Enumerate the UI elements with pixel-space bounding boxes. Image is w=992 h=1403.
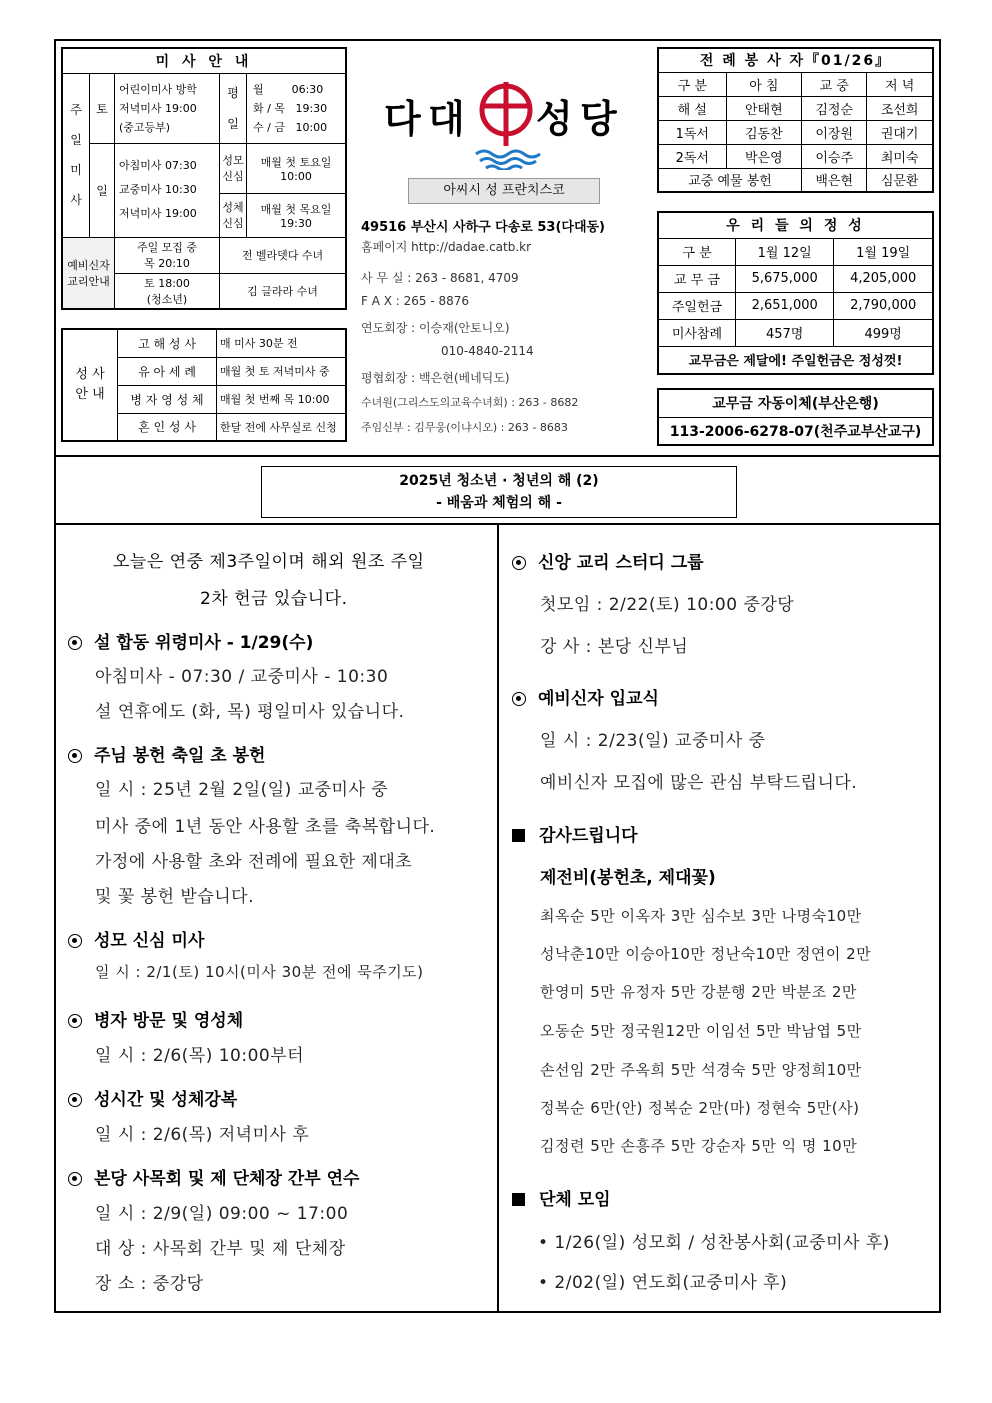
donor-line: 손선임 2만 주옥희 5만 석경숙 5만 양정희10만 xyxy=(540,1061,862,1079)
sacrament-name: 고 해 성 사 xyxy=(118,329,217,357)
table-row: 주일헌금 2,651,000 2,790,000 xyxy=(658,292,933,319)
servers-title: 전 례 봉 사 자『01/26』 xyxy=(658,48,933,72)
notice-title: 신앙 교리 스터디 그룹 xyxy=(512,548,704,573)
donor-line: 정복순 6만(안) 정복순 2만(마) 정현숙 5만(사) xyxy=(540,1099,860,1117)
patron-saint: 아씨시 성 프란치스코 xyxy=(408,178,600,204)
group-meeting: • 2/02(일) 연도회(교중미사 후) xyxy=(538,1273,788,1293)
sacrament-info: 매월 첫 토 저녁미사 중 xyxy=(217,357,347,385)
divider xyxy=(54,455,941,457)
bullet-icon xyxy=(68,934,82,948)
elder-phone: 010-4840-2114 xyxy=(441,344,534,358)
marian-time: 매월 첫 토요일 10:00 xyxy=(247,143,347,193)
intro-line: 오늘은 연중 제3주일이며 해외 원조 주일 xyxy=(113,552,425,572)
bullet-icon xyxy=(68,636,82,650)
donor-line: 성낙춘10만 이승아10만 정난숙10만 정연이 2만 xyxy=(540,945,872,963)
notice-title: 설 합동 위령미사 - 1/29(수) xyxy=(68,628,313,653)
table-row: 교중 예물 봉헌 백은현 심문환 xyxy=(658,168,933,192)
table-row: 교 무 금 5,675,000 4,205,000 xyxy=(658,265,933,292)
logo-char: 당 xyxy=(580,97,617,141)
lay-president: 평협회장 : 백은현(베네딕도) xyxy=(361,371,510,385)
catechumen-teacher2: 김 글라라 수녀 xyxy=(220,273,347,309)
convent: 수녀원(그리스도의교육수녀회) : 263 - 8682 xyxy=(361,396,579,409)
sacrament-info: 매월 첫 번째 목 10:00 xyxy=(217,385,347,413)
notice-title: 성모 신심 미사 xyxy=(68,926,204,951)
bullet-icon xyxy=(68,749,82,763)
cross-emblem-icon xyxy=(470,80,542,170)
catechumen-teacher1: 전 벨라뎃다 수녀 xyxy=(220,237,347,273)
sun-masses: 아침미사 07:30 교중미사 10:30 저녁미사 19:00 xyxy=(115,143,220,237)
table-row: 해 설 안태현 김정순 조선희 xyxy=(658,96,933,120)
autopay-title: 교무금 자동이체(부산은행) xyxy=(658,389,933,417)
notice-title: 예비신자 입교식 xyxy=(512,684,659,709)
mass-schedule-table xyxy=(61,47,347,310)
autopay-account: 113-2006-6278-07(천주교부산교구) xyxy=(658,417,933,445)
weekday-times: 월 06:30 화 / 목 19:30 수 / 금 10:00 xyxy=(247,73,347,143)
sacrament-info: 매 미사 30분 전 xyxy=(217,329,347,357)
finance-note: 교무금은 제달에! 주일헌금은 정성껏! xyxy=(658,346,933,374)
marian-label: 성모 신심 xyxy=(220,143,247,193)
mass-title: 미 사 안 내 xyxy=(62,48,346,73)
logo-char: 다 xyxy=(384,97,421,141)
bullet-icon xyxy=(68,1172,82,1186)
pastor: 주임신부 : 김무웅(이냐시오) : 263 - 8683 xyxy=(361,421,568,434)
square-bullet-icon xyxy=(512,829,525,842)
autopay-box xyxy=(657,388,934,446)
sunday-mass-label: 주 일 미 사 xyxy=(62,73,90,237)
eucharist-label: 성체 신심 xyxy=(220,193,247,237)
sat-masses: 어린이미사 방학 저녁미사 19:00 (중고등부) xyxy=(115,73,220,143)
finance-title: 우 리 들 의 정 성 xyxy=(658,212,933,238)
office-phone: 사 무 실 : 263 - 8681, 4709 xyxy=(361,271,519,285)
sacrament-name: 병 자 영 성 체 xyxy=(118,385,217,413)
section-title: 감사드립니다 xyxy=(512,821,638,846)
sun-label: 일 xyxy=(90,143,115,237)
logo-char: 대 xyxy=(428,97,465,141)
square-bullet-icon xyxy=(512,1193,525,1206)
donor-line: 최옥순 5만 이옥자 3만 심수보 3만 나명숙10만 xyxy=(540,907,862,925)
donor-line: 한영미 5만 유정자 5만 강분행 2만 박분조 2만 xyxy=(540,983,857,1001)
sacrament-name: 혼 인 성 사 xyxy=(118,413,217,441)
eucharist-time: 매월 첫 목요일 19:30 xyxy=(247,193,347,237)
logo-char: 성 xyxy=(536,97,573,141)
sacrament-name: 유 아 세 례 xyxy=(118,357,217,385)
finance-table: 우 리 들 의 정 성 구 분 1월 12일 1월 19일 교 무 금 5,675,000 4,205,000 주일헌금 2,651,000 2,790,000 미사참례 457명 499명 교무금은 제달에! 주일헌금은 정성껏! xyxy=(657,211,934,375)
sat-label: 토 xyxy=(90,73,115,143)
elder-president: 연도회장 : 이승재(안토니오) xyxy=(361,321,510,335)
sacrament-info: 한달 전에 사무실로 신청 xyxy=(217,413,347,441)
catechumen-label: 예비신자 교리안내 xyxy=(62,237,115,309)
bullet-icon xyxy=(512,556,526,570)
homepage-link[interactable]: 홈페이지 http://dadae.catb.kr xyxy=(361,240,532,254)
sacraments-table xyxy=(61,328,347,442)
table-row: 1독서 김동찬 이장원 권대기 xyxy=(658,120,933,144)
year-theme: 2025년 청소년 · 청년의 해 (2) - 배움과 체험의 해 - xyxy=(261,466,737,518)
liturgy-servers-table: 전 례 봉 사 자『01/26』 구 분 아 침 교 중 저 녁 해 설 안태현 김정순 조선희 1독서 김동찬 이장원 권대기 2독서 박은영 이승주 최미숙 교중 예물 봉헌 백은현 심문환 xyxy=(657,47,934,193)
table-row: 미사참례 457명 499명 xyxy=(658,319,933,346)
notice-title: 성시간 및 성체강복 xyxy=(68,1085,237,1110)
bullet-icon xyxy=(68,1093,82,1107)
parish-logo xyxy=(384,80,624,180)
donor-line: 김정련 5만 손흥주 5만 강순자 5만 익 명 10만 xyxy=(540,1137,858,1155)
bullet-icon xyxy=(68,1014,82,1028)
bullet-icon xyxy=(512,692,526,706)
sacraments-label: 성 사 안 내 xyxy=(62,329,118,441)
section-title: 단체 모임 xyxy=(512,1185,611,1210)
address: 49516 부산시 사하구 다송로 53(다대동) xyxy=(361,220,606,235)
donor-line: 오동순 5만 정국원12만 이임선 5만 박남엽 5만 xyxy=(540,1022,862,1040)
notice-title: 병자 방문 및 영성체 xyxy=(68,1006,243,1031)
weekday-label: 평 일 xyxy=(220,73,247,143)
intro-line: 2차 헌금 있습니다. xyxy=(200,589,348,609)
catechumen-time1: 주일 모집 중 목 20:10 xyxy=(115,237,220,273)
fax: F A X : 265 - 8876 xyxy=(361,294,470,308)
table-row: 2독서 박은영 이승주 최미숙 xyxy=(658,144,933,168)
thanks-subtitle: 제전비(봉헌초, 제대꽃) xyxy=(540,868,716,888)
notice-title: 본당 사목회 및 제 단체장 간부 연수 xyxy=(68,1164,359,1189)
catechumen-time2: 토 18:00 (청소년) xyxy=(115,273,220,309)
column-divider xyxy=(497,524,499,1313)
notice-title: 주님 봉헌 축일 초 봉헌 xyxy=(68,741,265,766)
group-meeting: • 1/26(일) 성모회 / 성찬봉사회(교중미사 후) xyxy=(538,1233,890,1253)
